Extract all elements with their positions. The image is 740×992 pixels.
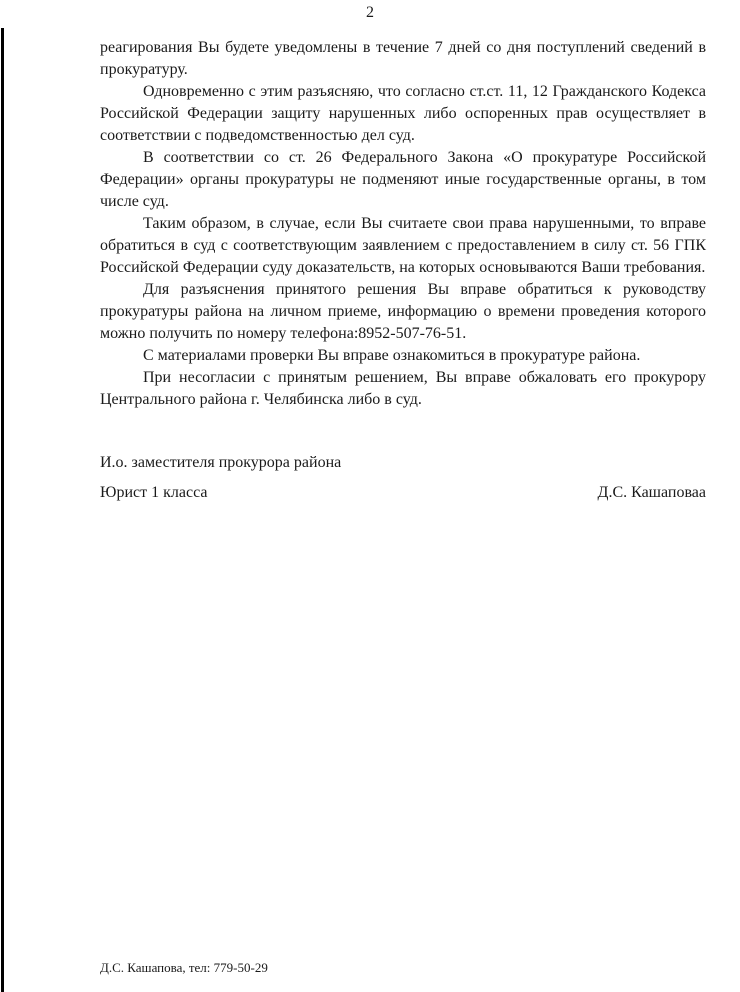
paragraph: Для разъяснения принятого решения Вы вправе обратиться к руководству прокуратуры района на личном приеме, информацию о времени проведения которого можно получить по номеру телефона:8952-507-76-51.	[100, 281, 706, 342]
left-scan-border-line	[1, 28, 4, 992]
signature-title: И.о. заместителя прокурора района	[100, 454, 342, 471]
paragraph: С материалами проверки Вы вправе ознакомиться в прокуратуре района.	[143, 347, 641, 364]
signature-row	[100, 482, 706, 504]
page-number: 2	[366, 4, 374, 21]
paragraph: В соответствии со ст. 26 Федерального Закона «О прокуратуре Российской Федерации» органы прокуратуры не подменяют иные государственные органы, в том числе суд.	[100, 149, 706, 210]
paragraph: При несогласии с принятым решением, Вы вправе обжаловать его прокурору Центрального района г. Челябинска либо в суд.	[100, 369, 706, 408]
signature-name: Д.С. Кашаповаа	[597, 484, 706, 501]
footer-contact: Д.С. Кашапова, тел: 779-50-29	[100, 960, 268, 975]
paragraph-continuation: реагирования Вы будете уведомлены в течение 7 дней со дня поступлений сведений в прокуратуру.	[100, 39, 706, 78]
signature-rank: Юрист 1 класса	[100, 484, 208, 501]
paragraph: Одновременно с этим разъясняю, что согласно ст.ст. 11, 12 Гражданского Кодекса Российской Федерации защиту нарушенных либо оспоренных прав осуществляет в соответствии с подведомственностью дел суд.	[100, 83, 706, 144]
document-body	[100, 37, 706, 411]
paragraph: Таким образом, в случае, если Вы считаете свои права нарушенными, то вправе обратиться в суд с соответствующим заявлением с предоставлением в силу ст. 56 ГПК Российской Федерации суду доказательств, на которых основываются Ваши требования.	[100, 215, 706, 276]
